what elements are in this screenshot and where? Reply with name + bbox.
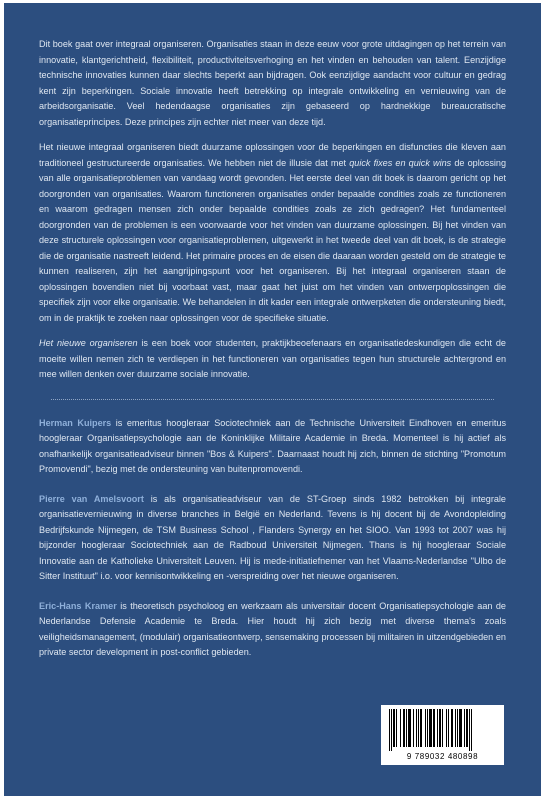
barcode-bar — [389, 709, 390, 751]
barcode-bar — [466, 709, 468, 747]
intro-paragraph-3 — [39, 336, 506, 383]
barcode-bar — [471, 709, 472, 751]
author-bio-text: is theoretisch psycholoog en werkzaam als universitair docent Organisatiepsychologie aan de Nederlandse Defensie Academie te Breda. Hier houdt hij zich bezig met diverse thema's zoals veiligheidsmanagement, (modulair) organisatieontwerp, sensemaking processen bij militairen in uitzendgebieden en private sector development in post-conflict gebieden. — [39, 600, 506, 657]
barcode-bar — [437, 709, 438, 747]
barcode-bar — [418, 709, 419, 747]
barcode-bar — [457, 709, 458, 747]
barcode-bar — [420, 709, 422, 747]
barcode-bar — [442, 709, 443, 747]
author-bio-text: is emeritus hoogleraar Sociotechniek aan de Technische Universiteit Eindhoven en emeritus hoogleraar Organisatiepsychologie aan de Koninklijke Militaire Academie in Breda. Momenteel is hij actief als onafhankelijk organisatieadviseur binnen "Bos & Kuipers". Daarnaast houdt hij zich, binnen de stichting "Promotum Promovendi", bezig met de ondersteuning van buitenpromovendi. — [39, 417, 506, 474]
intro-paragraph-2 — [39, 140, 506, 326]
barcode-bar — [451, 709, 453, 747]
intro-paragraph-2-text-a: Het nieuwe integraal organiseren biedt duurzame oplossingen voor de beperkingen en disfuncties die kleven aan traditioneel gestructureerde organisaties. We hebben niet de illusie dat met — [39, 142, 506, 168]
barcode-bar — [459, 709, 462, 747]
intro-paragraph-2-emphasis: quick fixes en quick wins — [349, 157, 452, 168]
barcode-bar — [406, 709, 407, 747]
dotted-divider — [51, 399, 494, 400]
intro-paragraph-2-text-b: de oplossing van alle organisatieproblemen van vandaag wordt gevonden. Het eerste deel van dit boek is daarom gericht op het doorgronden van organisaties. Waarom functioneren organisaties onder bepaalde condities zoals ze functioneren en waarom gedragen mensen zich onder bepaalde condities zoals ze zich gedragen? Het fundamenteel doorgronden van de problemen is een voorwaarde voor het vinden van duurzame oplossingen. Bij het vinden van deze structurele oplossingen voor organisatieproblemen, uitgewerkt in het tweede deel van dit boek, is de strategie die de organisatie nastreeft leidend. Het primaire proces en de eisen die daaraan worden gesteld om de strategie te kunnen realiseren, zijn het aangrijpingspunt voor het organiseren. Bij het integraal organiseren staan de oplossingen bovendien niet bij voorbaat vast, maar gaat het juist om het vinden van ontwerpoplossingen die specifiek zijn voor elke organisatie. We behandelen in dit kader een integrale ontwerpketen die ondersteuning biedt, om in de praktijk te zoeken naar oplossingen voor de specifieke situatie. — [39, 157, 507, 323]
barcode-bar — [455, 709, 456, 747]
barcode-bar — [439, 709, 441, 747]
barcode-bar — [391, 709, 392, 751]
barcode-bar — [469, 709, 470, 751]
intro-paragraph-1: Dit boek gaat over integraal organiseren. Organisaties staan in deze eeuw voor grote uitdagingen op het terrein van innovatie, klantgerichtheid, flexibiliteit, productiviteitsverhoging en het vinden en behouden van talent. Eenzijdige technische innovaties kunnen daar slechts beperkt aan bijdragen. Ook eenzijdige aandacht voor cultuur en gedrag kent zijn beperkingen. Sociale innovatie heeft betrekking op integrale ontwikkeling en vernieuwing van de arbeidsorganisatie. Veel hedendaagse organisaties zijn gebaseerd op hardnekkige bureaucratische organisatieprincipes. Deze principes zijn echter niet meer van deze tijd. — [39, 39, 506, 127]
book-title-mention: Het nieuwe organiseren — [39, 338, 138, 348]
barcode-bar — [425, 709, 426, 747]
barcode-bar — [403, 709, 405, 747]
author-bio-text: is als organisatieadviseur van de ST-Groep sinds 1982 betrokken bij integrale organisatievernieuwing in diverse branches in België en Nederland. Tevens is hij docent bij de Avondopleiding Bedrijfskunde Nijmegen, de TSM Business School , Flanders Synergy en het SIOO. Van 1993 tot 2007 was hij bijzonder hoogleraar Sociotechniek aan de Radboud Universiteit Nijmegen. Thans is hij hoogleraar Sociale Innovatie aan de Katholieke Universiteit Leuven. Hij is mede-initiatiefnemer van het Vlaams-Nederlandse "Ulbo de Sitter Instituut" i.o. voor kennisontwikkeling en -verspreiding over het nieuwe organiseren. — [39, 493, 506, 581]
barcode-bar — [408, 709, 411, 747]
isbn-barcode — [381, 705, 504, 765]
barcode-bar — [464, 709, 465, 747]
author-name: Pierre van Amelsvoort — [39, 493, 144, 504]
author-bio-kuipers — [39, 416, 506, 478]
author-bio-van-amelsvoort — [39, 492, 506, 585]
barcode-bars — [387, 709, 498, 751]
back-cover — [4, 3, 541, 796]
barcode-bar — [427, 709, 428, 747]
barcode-bar — [396, 709, 397, 747]
author-bio-kramer — [39, 599, 506, 661]
barcode-bar — [413, 709, 414, 747]
barcode-bar — [416, 709, 417, 747]
barcode-bar — [446, 709, 447, 747]
barcode-bar — [433, 709, 435, 747]
author-name: Eric-Hans Kramer — [39, 600, 117, 611]
isbn-number: 9 789032 480898 — [406, 752, 479, 761]
author-name: Herman Kuipers — [39, 417, 112, 428]
intro-paragraph-3-text: is een boek voor studenten, praktijkbeoefenaars en organisatiedeskundigen die echt de moeite willen nemen zich te verdiepen in het functioneren van organisaties tegen hun structurele achtergrond en mee willen denken over duurzame sociale innovatie. — [39, 338, 506, 379]
barcode-bar — [393, 709, 395, 747]
barcode-bar — [429, 709, 432, 747]
barcode-bar — [448, 709, 449, 747]
barcode-bar — [400, 709, 401, 747]
